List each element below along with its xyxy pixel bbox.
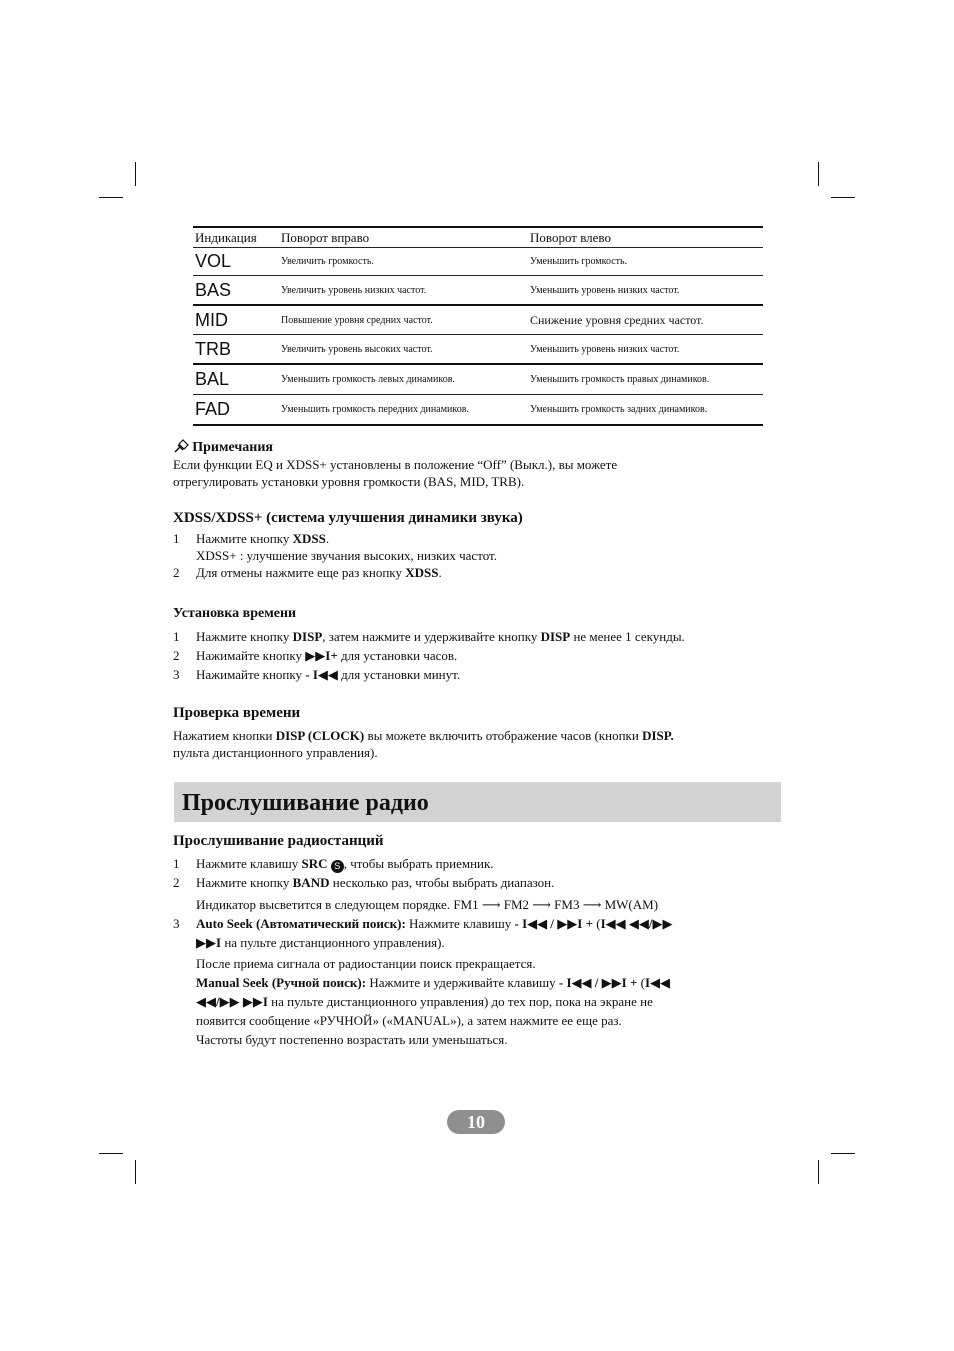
xdss-title: XDSS/XDSS+ (система улучшения динамики звука) bbox=[173, 510, 523, 526]
time-set-title: Установка времени bbox=[173, 606, 297, 621]
list-item bbox=[173, 646, 773, 665]
table-row bbox=[193, 276, 763, 306]
row-code: VOL bbox=[195, 251, 232, 271]
step-text: Auto Seek (Автоматический поиск): Нажмите клавишу - I◀◀ / ▶▶I + (I◀◀ ◀◀/▶▶ bbox=[196, 916, 673, 931]
step-number: 2 bbox=[173, 648, 180, 663]
row-right: Увеличить уровень низких частот. bbox=[281, 284, 427, 296]
list-item bbox=[173, 530, 773, 547]
table-row bbox=[193, 335, 763, 365]
list-item bbox=[173, 914, 773, 933]
step-number: 1 bbox=[173, 531, 180, 546]
crop-mark bbox=[99, 197, 123, 198]
list-item bbox=[173, 665, 773, 684]
step-text: Нажмите кнопку BAND несколько раз, чтобы выбрать диапазон. bbox=[196, 875, 555, 890]
step-number: 3 bbox=[173, 667, 180, 682]
step-text: Нажмите кнопку DISP, затем нажмите и удерживайте кнопку DISP не менее 1 секунды. bbox=[196, 629, 685, 644]
row-right: Увеличить громкость. bbox=[281, 256, 374, 267]
row-code: BAL bbox=[195, 369, 230, 389]
step-number: 2 bbox=[173, 565, 180, 580]
page-number: 10 bbox=[447, 1110, 505, 1134]
src-button-icon: S bbox=[331, 860, 344, 873]
table-row bbox=[193, 395, 763, 426]
notes-section bbox=[173, 438, 773, 490]
row-left: Уменьшить громкость правых динамиков. bbox=[530, 374, 710, 385]
xdss-section bbox=[173, 510, 773, 581]
step-text: Нажимайте кнопку - I◀◀ для установки минут. bbox=[196, 667, 461, 682]
list-item bbox=[173, 564, 773, 581]
step-text: Нажмите клавишу SRC S , чтобы выбрать приемник. bbox=[196, 856, 494, 871]
time-check-text: Нажатием кнопки DISP (CLOCK) вы можете включить отображение часов (кнопки DISP. bbox=[173, 728, 674, 743]
table-row bbox=[193, 248, 763, 276]
crop-mark bbox=[135, 162, 136, 186]
row-code: MID bbox=[195, 309, 228, 330]
row-code: BAS bbox=[195, 279, 232, 300]
row-left: Снижение уровня средних частот. bbox=[530, 312, 704, 327]
step-text: Для отмены нажмите еще раз кнопку XDSS. bbox=[196, 565, 442, 580]
step-text: Нажмите кнопку XDSS. bbox=[196, 531, 330, 546]
step-detail: Частоты будут постепенно возрастать или уменьшаться. bbox=[196, 1032, 508, 1047]
step-detail: ▶▶I на пульте дистанционного управления). bbox=[196, 935, 445, 950]
crop-mark bbox=[818, 162, 819, 186]
table-header bbox=[193, 226, 763, 248]
row-right: Повышение уровня средних частот. bbox=[281, 314, 433, 326]
list-item bbox=[173, 854, 773, 873]
radio-title: Прослушивание радиостанций bbox=[173, 833, 384, 849]
row-code: TRB bbox=[195, 338, 231, 359]
section-banner: Прослушивание радио bbox=[174, 782, 781, 822]
step-number: 1 bbox=[173, 629, 180, 644]
crop-mark bbox=[135, 1160, 136, 1184]
notes-heading: Примечания bbox=[192, 440, 273, 455]
list-item bbox=[173, 873, 773, 892]
time-check-text: пульта дистанционного управления). bbox=[173, 745, 378, 760]
row-right: Уменьшить громкость передних динамиков. bbox=[281, 404, 469, 415]
time-set-section bbox=[173, 604, 773, 684]
time-check-section bbox=[173, 705, 773, 761]
step-detail: появится сообщение «РУЧНОЙ» («MANUAL»), а затем нажмите ее еще раз. bbox=[196, 1013, 622, 1028]
step-number: 1 bbox=[173, 856, 180, 871]
row-right: Уменьшить громкость левых динамиков. bbox=[281, 374, 455, 385]
step-detail: Индикатор высветится в следующем порядке. FM1 ⟶ FM2 ⟶ FM3 ⟶ MW(AM) bbox=[196, 897, 659, 912]
step-number: 2 bbox=[173, 875, 180, 890]
control-table bbox=[193, 226, 763, 426]
row-right: Увеличить уровень высоких частот. bbox=[281, 343, 433, 355]
crop-mark bbox=[818, 1160, 819, 1184]
row-left: Уменьшить громкость. bbox=[530, 256, 628, 267]
row-left: Уменьшить уровень низких частот. bbox=[530, 284, 680, 296]
header-right: Поворот вправо bbox=[281, 229, 370, 245]
table-row bbox=[193, 365, 763, 395]
step-detail: ◀◀/▶▶ ▶▶I на пульте дистанционного управления) до тех пор, пока на экране не bbox=[196, 994, 653, 1009]
crop-mark bbox=[99, 1153, 123, 1154]
step-number: 3 bbox=[173, 916, 180, 931]
crop-mark bbox=[831, 197, 855, 198]
pin-icon bbox=[173, 439, 189, 453]
header-left: Поворот влево bbox=[530, 229, 611, 245]
step-detail: После приема сигнала от радиостанции поиск прекращается. bbox=[196, 956, 536, 971]
time-check-title: Проверка времени bbox=[173, 705, 301, 721]
list-item bbox=[173, 627, 773, 646]
radio-section bbox=[173, 832, 773, 1049]
notes-text-line: Если функции EQ и XDSS+ установлены в положение “Off” (Выкл.), вы можете bbox=[173, 457, 618, 472]
step-text: Нажимайте кнопку ▶▶I+ для установки часов. bbox=[196, 648, 458, 663]
step-detail: XDSS+ : улучшение звучания высоких, низких частот. bbox=[196, 548, 497, 563]
notes-title bbox=[173, 438, 773, 456]
step-detail: Manual Seek (Ручной поиск): Нажмите и удерживайте клавишу - I◀◀ / ▶▶I + (I◀◀ bbox=[196, 975, 671, 990]
row-left: Уменьшить уровень низких частот. bbox=[530, 343, 680, 355]
table-row bbox=[193, 306, 763, 335]
header-indication: Индикация bbox=[195, 229, 257, 245]
row-code: FAD bbox=[195, 399, 231, 419]
row-left: Уменьшить громкость задних динамиков. bbox=[530, 404, 708, 415]
crop-mark bbox=[831, 1153, 855, 1154]
notes-text-line: отрегулировать установки уровня громкости (BAS, MID, TRB). bbox=[173, 474, 525, 489]
